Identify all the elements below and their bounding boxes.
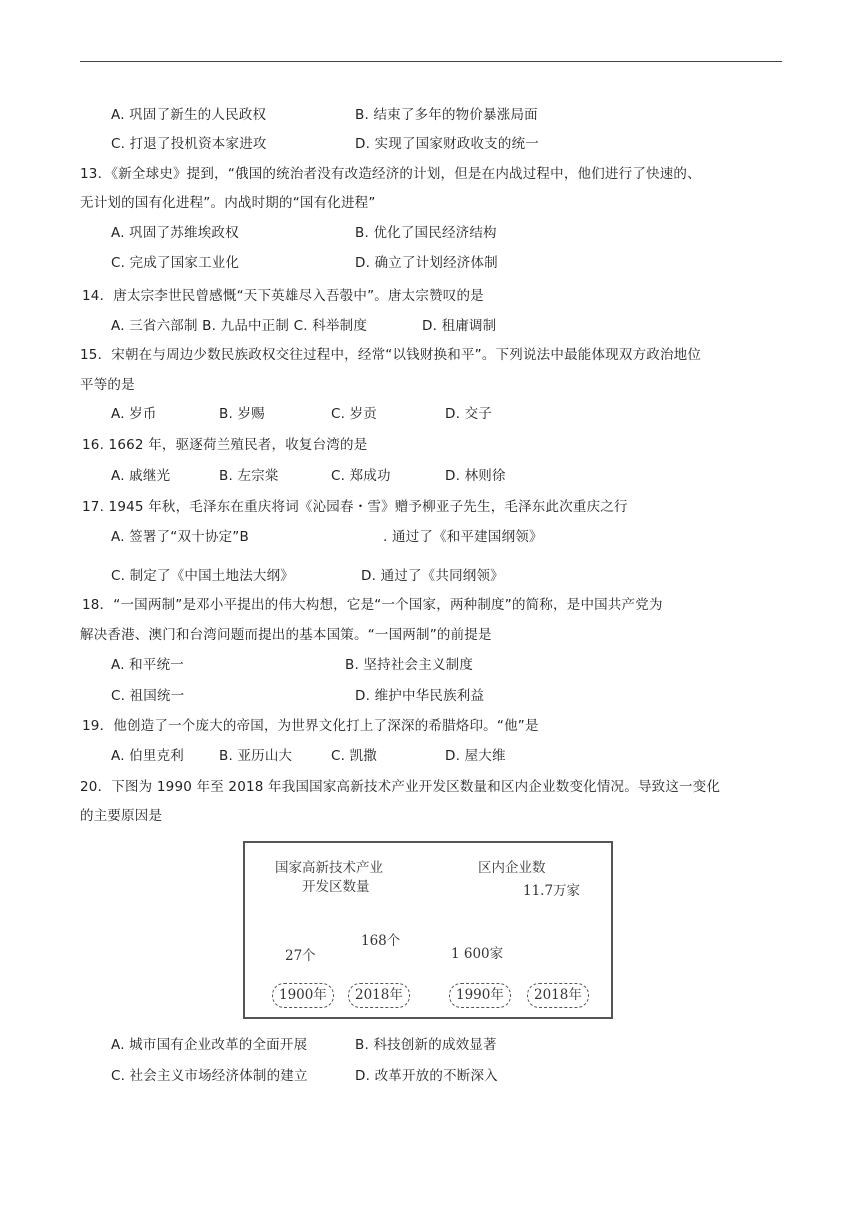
q18-stem-line2: 解决香港、澳门和台湾问题而提出的基本国策。“一国两制”的前提是 bbox=[80, 627, 492, 643]
q13-option-d: D. 确立了计划经济体制 bbox=[355, 255, 498, 271]
q20-option-b: B. 科技创新的成效显著 bbox=[355, 1037, 497, 1053]
q14-options-abc: A. 三省六部制 B. 九品中正制 C. 科举制度 bbox=[111, 318, 368, 334]
q15-option-d: D. 交子 bbox=[445, 406, 492, 422]
q13-option-c: C. 完成了国家工业化 bbox=[111, 255, 240, 271]
q20-stem-line2: 的主要原因是 bbox=[80, 808, 163, 824]
q17-option-c: C. 制定了《中国土地法大纲》 bbox=[111, 568, 295, 584]
q16-option-a: A. 戚继光 bbox=[111, 468, 171, 484]
q12-option-d: D. 实现了国家财政收支的统一 bbox=[355, 136, 539, 152]
figure-firms-2018-value: 11.7万家 bbox=[523, 883, 581, 899]
q16-option-c: C. 郑成功 bbox=[331, 468, 391, 484]
q18-option-d: D. 维护中华民族利益 bbox=[355, 688, 485, 704]
q18-option-b: B. 坚持社会主义制度 bbox=[345, 657, 474, 673]
figure-year-label-2: 2018年 bbox=[348, 983, 410, 1008]
q20-option-a: A. 城市国有企业改革的全面开展 bbox=[111, 1037, 308, 1053]
q13-option-a: A. 巩固了苏维埃政权 bbox=[111, 225, 239, 241]
q16-stem: 16. 1662 年，驱逐荷兰殖民者，收复台湾的是 bbox=[82, 437, 368, 453]
q14-option-d: D. 租庸调制 bbox=[422, 318, 497, 334]
q15-option-b: B. 岁赐 bbox=[219, 406, 265, 422]
header-rule bbox=[80, 61, 782, 62]
q18-stem-line1: 18．“一国两制”是邓小平提出的伟大构想，它是“一个国家，两种制度”的简称，是中国共产党为 bbox=[82, 597, 663, 613]
q15-option-c: C. 岁贡 bbox=[331, 406, 378, 422]
q18-option-a: A. 和平统一 bbox=[111, 657, 184, 673]
q16-option-b: B. 左宗棠 bbox=[219, 468, 279, 484]
q13-stem-line2: 无计划的国有化进程”。内战时期的“国有化进程” bbox=[80, 195, 376, 211]
figure-firms-1990-value: 1 600家 bbox=[451, 946, 504, 962]
q17-option-b: . 通过了《和平建国纲领》 bbox=[383, 529, 543, 545]
q20-option-c: C. 社会主义市场经济体制的建立 bbox=[111, 1068, 308, 1084]
q15-stem-line2: 平等的是 bbox=[80, 377, 135, 393]
q20-option-d: D. 改革开放的不断深入 bbox=[355, 1068, 498, 1084]
figure-year-label-4: 2018年 bbox=[527, 983, 589, 1008]
q17-option-d: D. 通过了《共同纲领》 bbox=[361, 568, 504, 584]
figure-left-title-line2: 开发区数量 bbox=[302, 879, 370, 895]
q12-option-b: B. 结束了多年的物价暴涨局面 bbox=[355, 107, 538, 123]
q14-stem: 14．唐太宗李世民曾感慨“天下英雄尽入吾彀中”。唐太宗赞叹的是 bbox=[82, 288, 484, 304]
figure-left-title-line1: 国家高新技术产业 bbox=[275, 860, 383, 876]
q19-stem: 19．他创造了一个庞大的帝国，为世界文化打上了深深的希腊烙印。“他”是 bbox=[82, 718, 539, 734]
q12-option-a: A. 巩固了新生的人民政权 bbox=[111, 107, 267, 123]
q20-stem-line1: 20．下图为 1990 年至 2018 年我国国家高新技术产业开发区数量和区内企业数变化情况。导致这一变化 bbox=[80, 779, 721, 795]
q13-stem-line1: 13．《新全球史》提到，“俄国的统治者没有改造经济的计划，但是在内战过程中，他们进行了快速的、 bbox=[80, 166, 701, 182]
q19-option-b: B. 亚历山大 bbox=[219, 748, 293, 764]
q19-option-c: C. 凯撒 bbox=[331, 748, 378, 764]
q17-option-a: A. 签署了“双十协定”B bbox=[111, 529, 249, 545]
q18-option-c: C. 祖国统一 bbox=[111, 688, 185, 704]
q19-option-a: A. 伯里克利 bbox=[111, 748, 184, 764]
q20-figure bbox=[243, 841, 613, 1019]
q17-stem: 17. 1945 年秋，毛泽东在重庆将词《沁园春・雪》赠予柳亚子先生，毛泽东此次重庆之行 bbox=[82, 499, 628, 515]
q16-option-d: D. 林则徐 bbox=[445, 468, 506, 484]
q13-option-b: B. 优化了国民经济结构 bbox=[355, 225, 497, 241]
figure-zones-1990-value: 27个 bbox=[285, 948, 316, 964]
q12-option-c: C. 打退了投机资本家进攻 bbox=[111, 136, 267, 152]
q19-option-d: D. 屋大维 bbox=[445, 748, 506, 764]
figure-zones-2018-value: 168个 bbox=[361, 933, 401, 949]
figure-right-title: 区内企业数 bbox=[478, 860, 546, 876]
figure-year-label-3: 1990年 bbox=[449, 983, 511, 1008]
q15-stem-line1: 15．宋朝在与周边少数民族政权交往过程中，经常“以钱财换和平”。下列说法中最能体现双方政治地位 bbox=[80, 347, 702, 363]
figure-year-label-1: 1900年 bbox=[272, 983, 334, 1008]
q15-option-a: A. 岁币 bbox=[111, 406, 157, 422]
